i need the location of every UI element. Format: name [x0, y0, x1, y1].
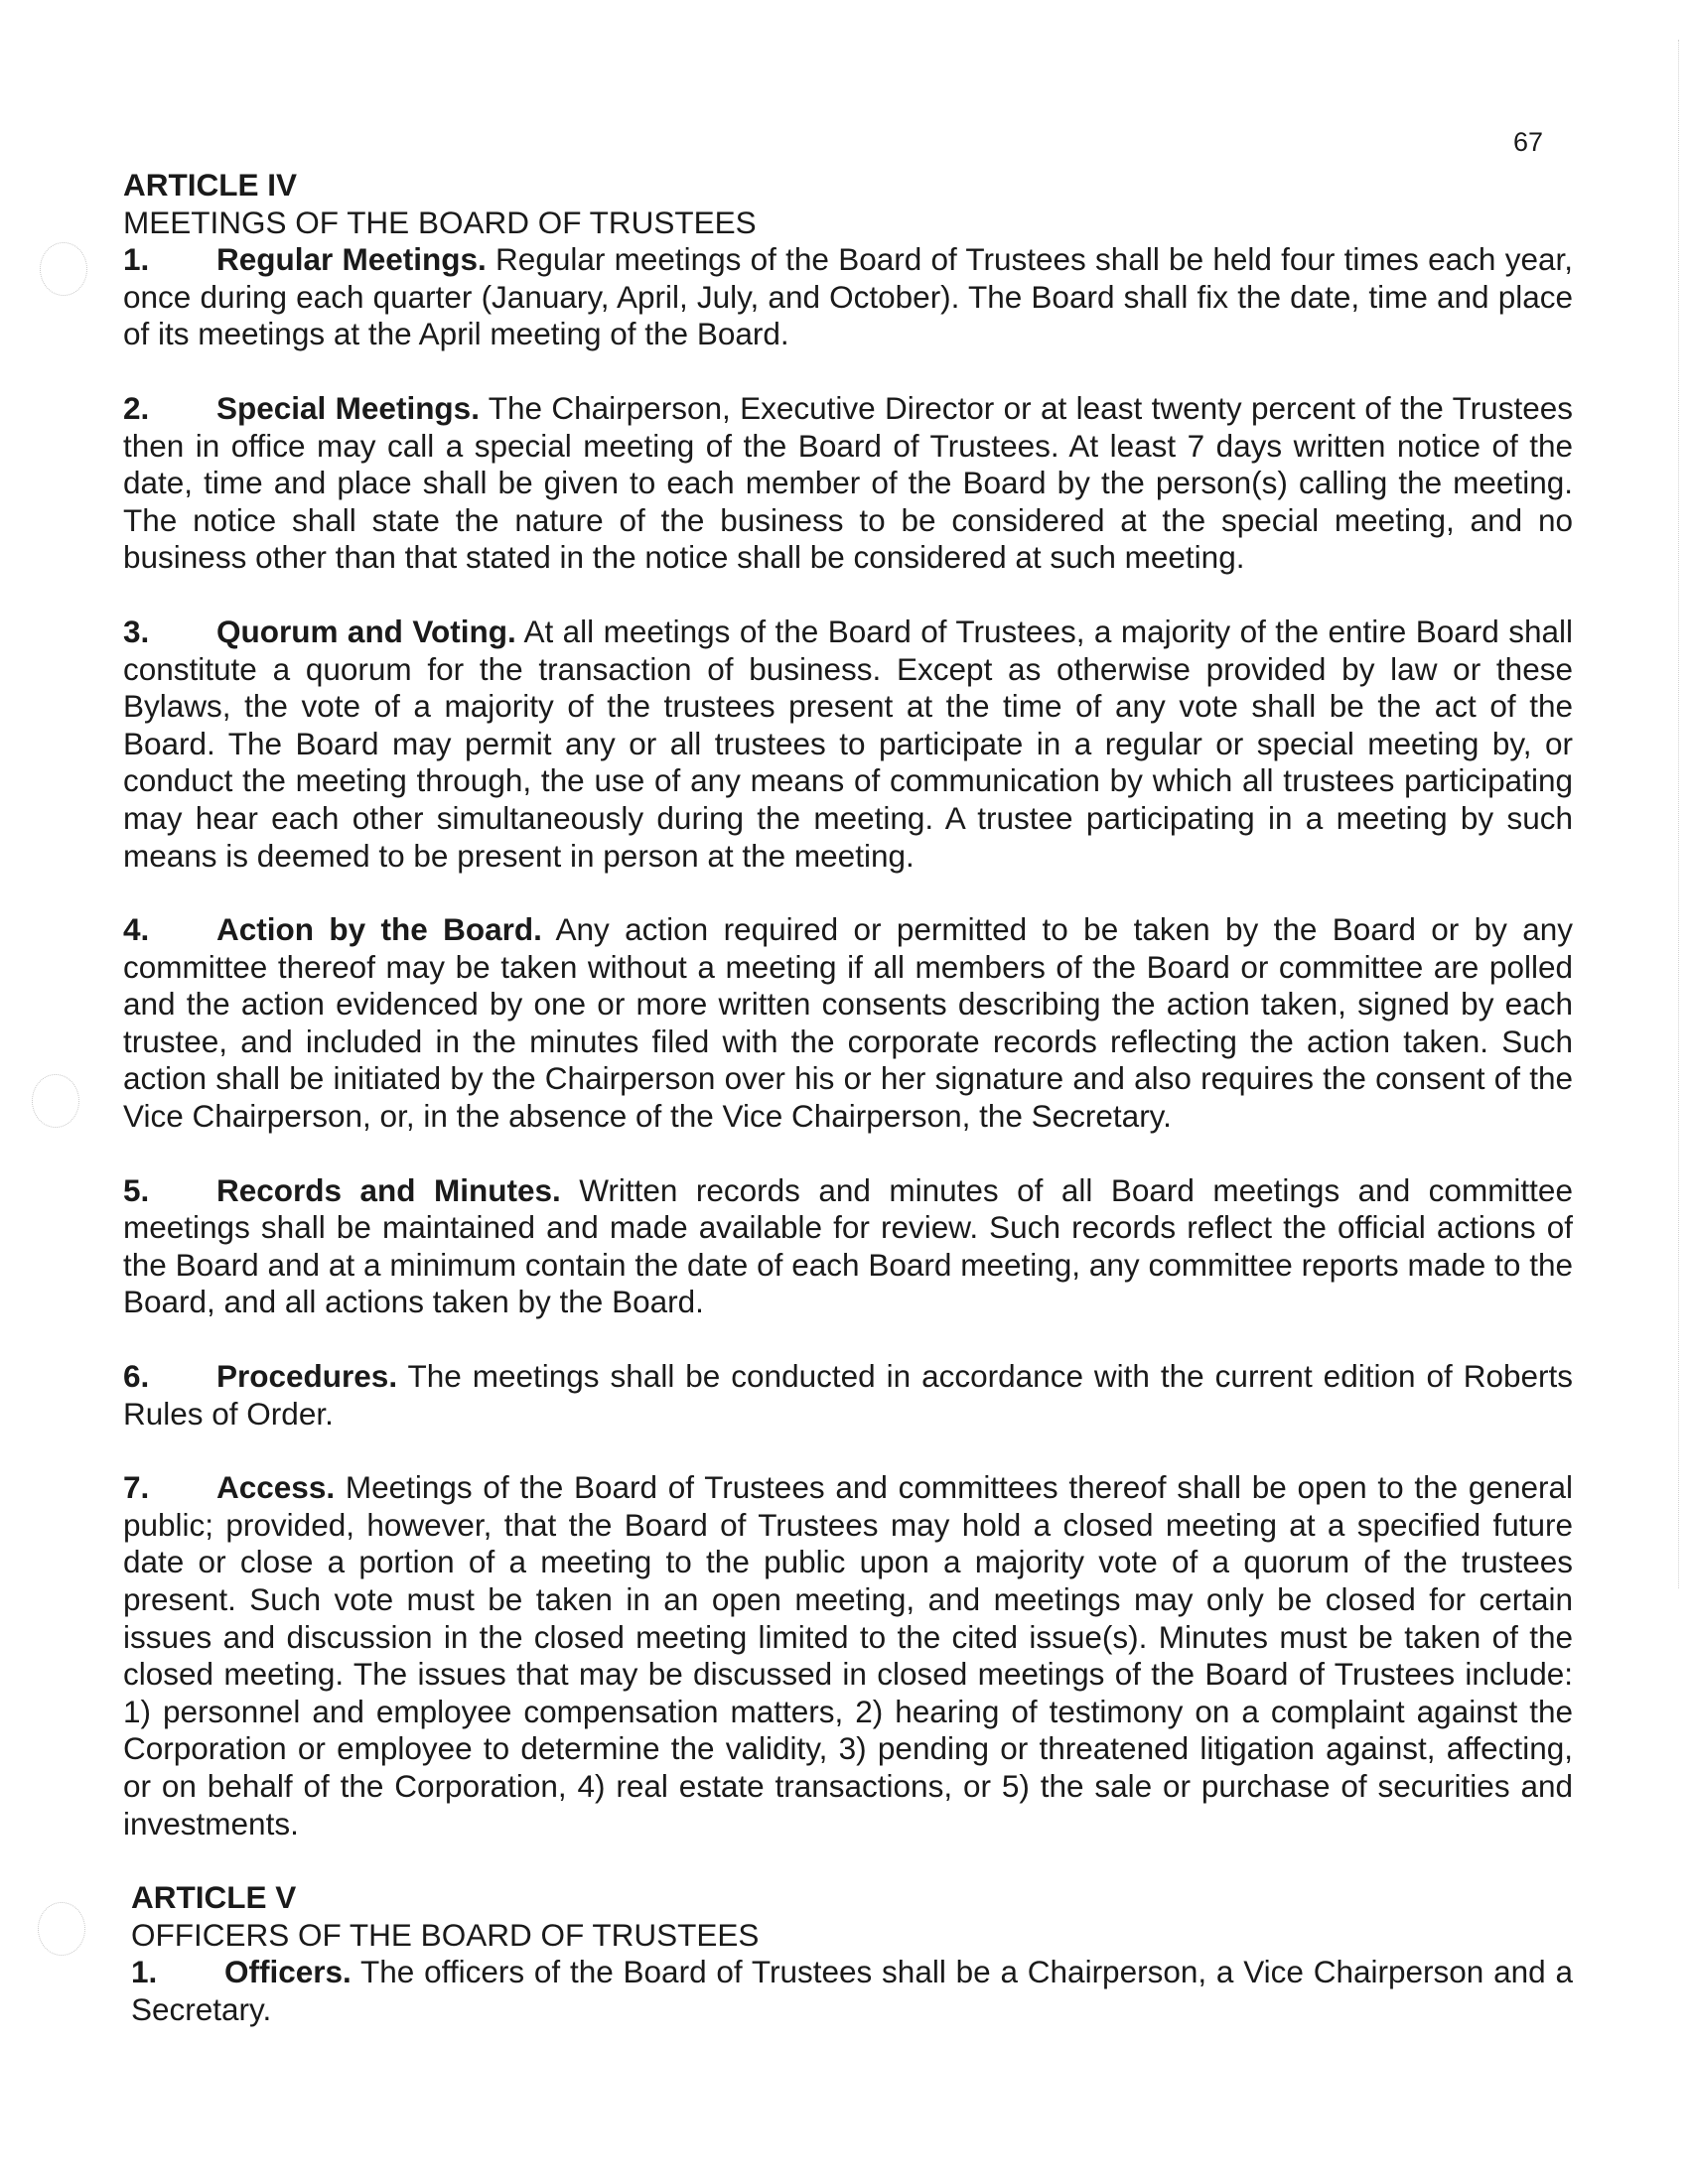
section-number: 1. [131, 1954, 158, 1990]
article-subtitle: MEETINGS OF THE BOARD OF TRUSTEES [123, 204, 757, 240]
section-body: Regular meetings of the Board of Trustees shall be held four times each year, once during each quarter (January, April, July, and October). The Board shall fix the date, time and place of its meetings at the April meeting of the Board. [123, 241, 1573, 352]
section-title: Officers. [224, 1954, 352, 1990]
section-body: Written records and minutes of all Board meetings and committee meetings shall be maintained and made available for review. Such records reflect the official actions of the Board and at a minimum contain the date of each Board meeting, any committee reports made to the Board, and all actions taken by the Board. [123, 1171, 1573, 1320]
section-number: 1. [123, 241, 150, 278]
section-special-meetings [123, 390, 1573, 577]
section-title: Regular Meetings. [216, 241, 487, 278]
section-procedures [123, 1358, 1573, 1433]
section-body: Meetings of the Board of Trustees and committees thereof shall be open to the general public; provided, however, that the Board of Trustees may hold a closed meeting at a specified future date or close a portion of a meeting to the public upon a majority vote of a quorum of the trustees present. Such vote must be taken in an open meeting, and meetings may only be closed for certain issues and discussion in the closed meeting limited to the cited issue(s). Minutes must be taken of the closed meeting. The issues that may be discussed in closed meetings of the Board of Trustees include: 1) personnel and employee compensation matters, 2) hearing of testimony on a complaint against the Corporation or employee to determine the validity, 3) pending or threatened litigation against, affecting, or on behalf of the Corporation, 4) real estate transactions, or 5) the sale or purchase of securities and investments. [123, 1469, 1573, 1842]
section-number: 6. [123, 1358, 150, 1395]
section-number: 7. [123, 1469, 150, 1506]
section-quorum-and-voting [123, 614, 1573, 875]
section-title: Access. [216, 1469, 336, 1506]
section-number: 3. [123, 613, 150, 649]
article-title: ARTICLE IV [123, 167, 298, 203]
section-regular-meetings [123, 241, 1573, 353]
hole-punch-mark [38, 1902, 85, 1956]
article-title: ARTICLE V [131, 1879, 297, 1916]
section-records-and-minutes [123, 1172, 1573, 1321]
article-v [131, 1879, 1573, 2028]
section-officers [131, 1954, 1573, 2028]
section-body: Any action required or permitted to be taken by the Board or by any committee thereof may be taken without a meeting if all members of the Board or committee are polled and the action evidenced by one or more written consents describing the action taken, signed by each trustee, and included in the minutes filed with the corporate records reflecting the action taken. Such action shall be initiated by the Chairperson over his or her signature and also requires the consent of the Vice Chairperson, or, in the absence of the Vice Chairperson, the Secretary. [123, 911, 1573, 1135]
section-action-by-the-board [123, 911, 1573, 1136]
section-number: 5. [123, 1171, 150, 1208]
scan-edge-line [1678, 40, 1679, 1588]
document-body [123, 167, 1573, 2066]
section-title: Procedures. [216, 1358, 398, 1395]
article-subtitle: OFFICERS OF THE BOARD OF TRUSTEES [131, 1916, 760, 1953]
section-title: Quorum and Voting. [216, 613, 516, 649]
section-title: Special Meetings. [216, 389, 480, 426]
section-title: Records and Minutes. [216, 1171, 561, 1208]
hole-punch-mark [32, 1074, 79, 1128]
hole-punch-mark [40, 242, 87, 296]
section-body: The Chairperson, Executive Director or at least twenty percent of the Trustees then in office may call a special meeting of the Board of Trustees. At least 7 days written notice of the date, time and place shall be given to each member of the Board by the person(s) calling the meeting. The notice shall state the nature of the business to be considered at the special meeting, and no business other than that stated in the notice shall be considered at such meeting. [123, 389, 1573, 576]
page-number: 67 [1513, 127, 1544, 157]
section-body: The officers of the Board of Trustees shall be a Chairperson, a Vice Chairperson and a Secretary. [131, 1954, 1573, 2027]
article-iv [123, 167, 1573, 1843]
section-title: Action by the Board. [216, 911, 542, 948]
section-body: At all meetings of the Board of Trustees, a majority of the entire Board shall constitute a quorum for the transaction of business. Except as otherwise provided by law or these Bylaws, the vote of a majority of the trustees present at the time of any vote shall be the act of the Board. The Board may permit any or all trustees to participate in a regular or special meeting by, or conduct the meeting through, the use of any means of communication by which all trustees participating may hear each other simultaneously during the meeting. A trustee participating in a meeting by such means is deemed to be present in person at the meeting. [123, 613, 1573, 874]
section-body: The meetings shall be conducted in accordance with the current edition of Roberts Rules of Order. [123, 1358, 1574, 1432]
section-number: 4. [123, 911, 150, 948]
section-number: 2. [123, 389, 150, 426]
section-access [123, 1469, 1573, 1843]
